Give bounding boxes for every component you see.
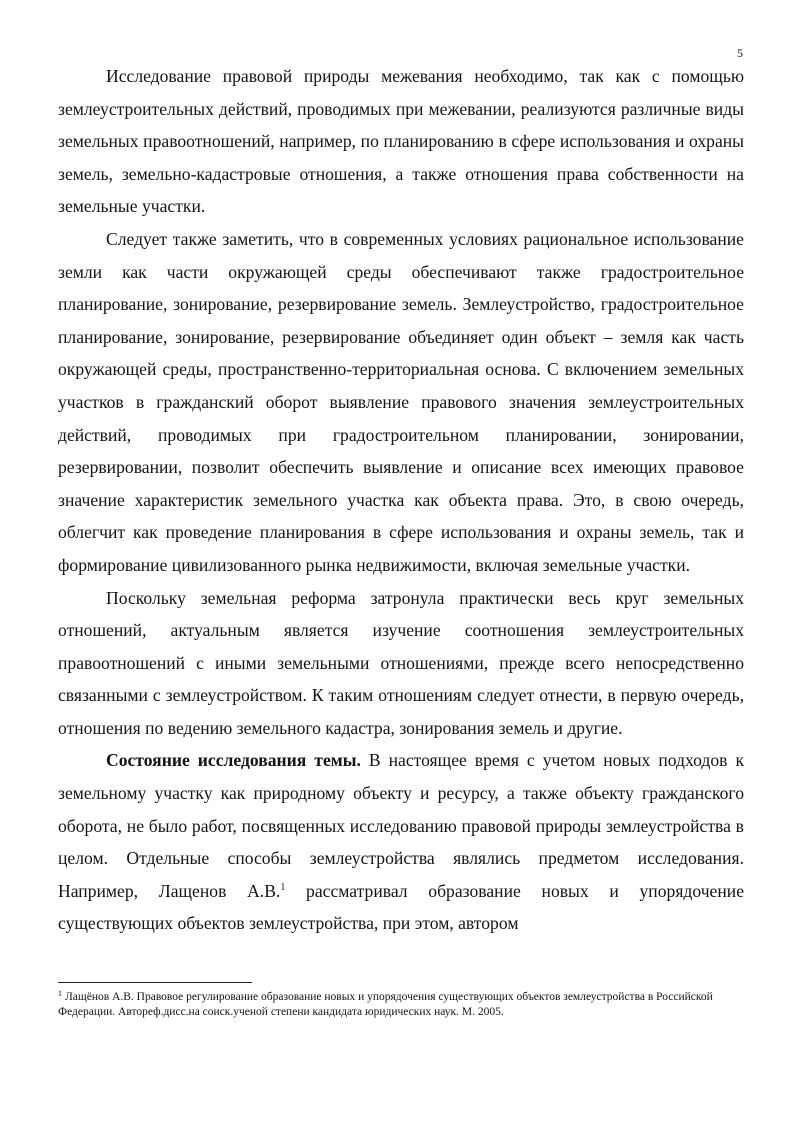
paragraph-land-reform: Поскольку земельная реформа затронула практически весь круг земельных отношений, актуальным является изучение соотношения землеустроительных правоотношений с иными земельными отношениями, прежде всего непосредственно связанными с землеустройством. К таким отношениям следует отнести, в первую очередь, отношения по ведению земельного кадастра, зонирования земель и другие. — [58, 587, 744, 738]
research-state-heading: Состояние исследования темы. — [106, 750, 361, 771]
research-state-text-1: В настоящее время с учетом новых подходов к земельному участку как природному объекту и ресурсу, а также объекту гражданского оборота, не было работ, посвященных исследованию правовой природы землеустройства в целом. Отдельные способы землеустройства являлись предметом исследования. Например, Лащенов А.В. — [58, 750, 744, 901]
research-state-text-2: рассматривал образование новых и упорядочение существующих объектов землеустройства, при этом, автором — [58, 880, 744, 934]
main-text — [58, 60, 744, 940]
footnote-mark: 1 — [58, 989, 62, 998]
paragraph-rational-land-use: Следует также заметить, что в современных условиях рациональное использование земли как части окружающей среды обеспечивают также градостроительное планирование, зонирование, резервирование земель. Землеустройство, градостроительное планирование, зонирование, резервирование объединяет один объект – земля как часть окружающей среды, пространственно-территориальная основа. С включением земельных участков в гражданский оборот выявление правового значения землеустроительных действий, проводимых при градостроительном планировании, зонировании, резервировании, позволит обеспечить выявление и описание всех имеющих правовое значение характеристик земельного участка как объекта права. Это, в свою очередь, облегчит как проведение планирования в сфере использования и охраны земель, так и формирование цивилизованного рынка недвижимости, включая земельные участки. — [58, 228, 744, 575]
footnote-divider — [58, 982, 252, 983]
footnote — [58, 990, 744, 1019]
paragraph-research-state — [58, 744, 744, 940]
page-number: 5 — [737, 46, 743, 60]
footnote-text: Лащёнов А.В. Правовое регулирование образование новых и упорядочения существующих объектов землеустройства в Российской Федерации. Автореф.дисс.на соиск.ученой степени кандидата юридических наук. М. 2005. — [58, 991, 713, 1018]
footnote-reference[interactable]: 1 — [280, 881, 286, 893]
paragraph-boundary-survey: Исследование правовой природы межевания необходимо, так как с помощью землеустроительных действий, проводимых при межевании, реализуются различные виды земельных правоотношений, например, по планированию в сфере использования и охраны земель, земельно-кадастровые отношения, а также отношения права собственности на земельные участки. — [58, 66, 744, 217]
